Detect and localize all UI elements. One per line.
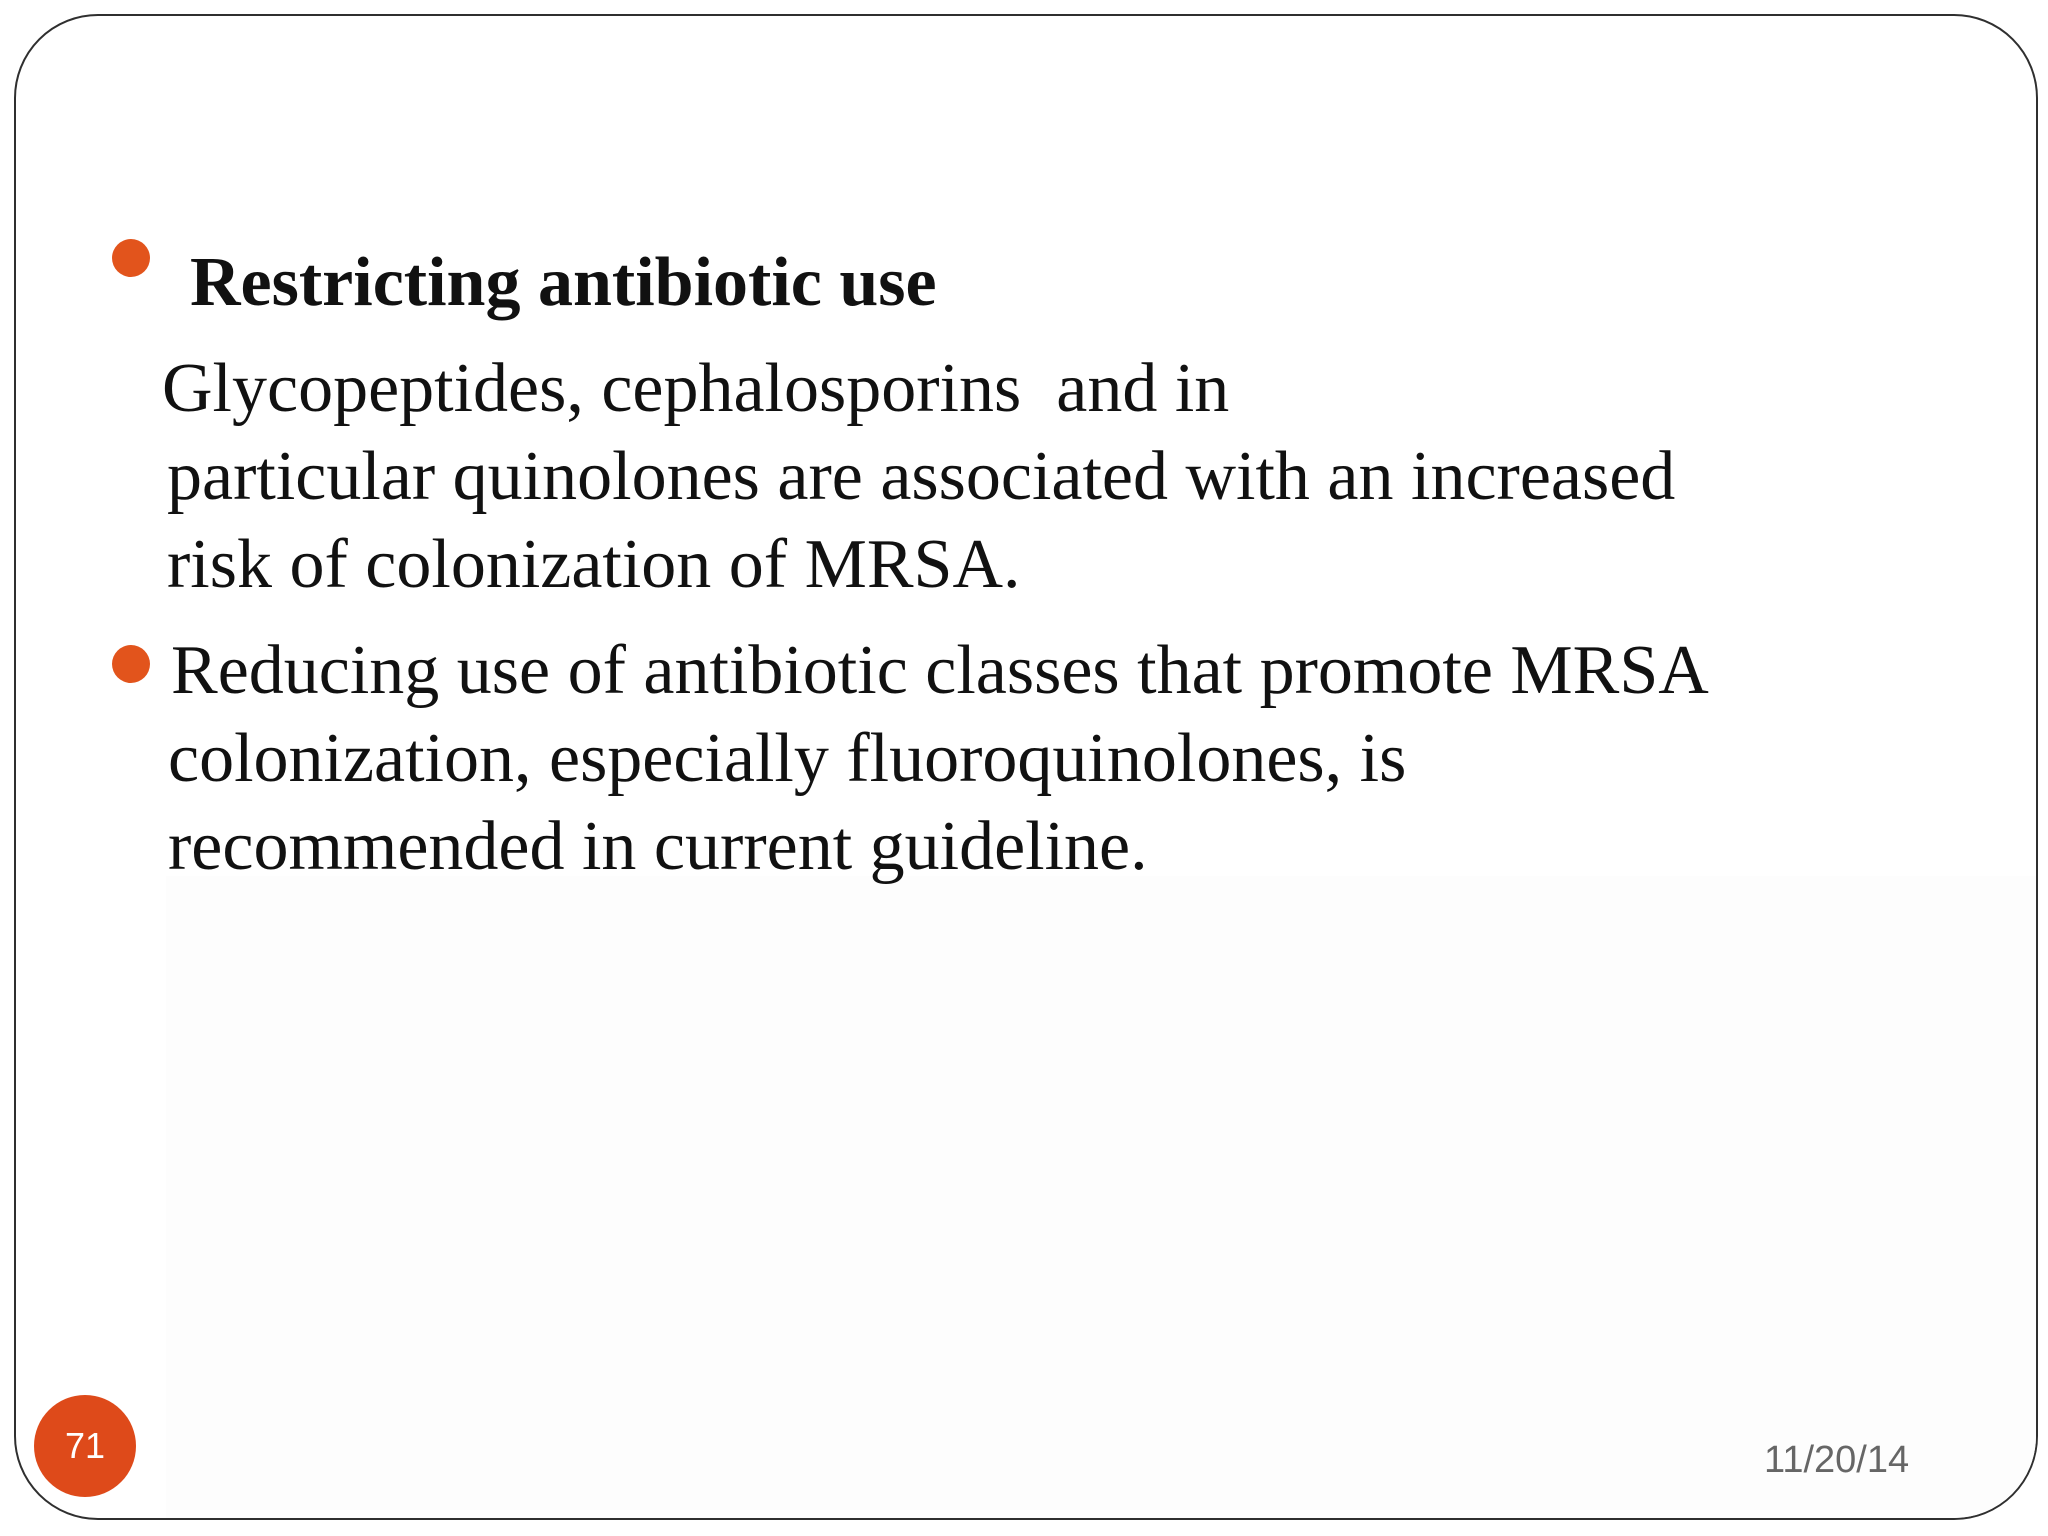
slide-number-badge <box>34 1395 136 1497</box>
bullet-dot-icon <box>112 239 150 277</box>
bullet-1-line-3: risk of colonization of MRSA. <box>167 526 1021 603</box>
bullet-2-line-3: recommended in current guideline. <box>168 808 1148 885</box>
slide-number: 71 <box>64 1425 106 1466</box>
slide-content <box>16 16 2036 1518</box>
bullet-1-heading: Restricting antibiotic use <box>190 244 937 321</box>
bullet-2-line-2: colonization, especially fluoroquinolones, is <box>168 720 1407 797</box>
bullet-1-line-1: Glycopeptides, cephalosporins and in <box>162 350 1230 427</box>
slide-date: 11/20/14 <box>1764 1439 1910 1481</box>
bullet-2-line-1: Reducing use of antibiotic classes that promote MRSA <box>171 632 1709 709</box>
slide <box>14 14 2038 1520</box>
bullet-1-line-2: particular quinolones are associated with an increased <box>167 438 1676 515</box>
bullet-dot-icon <box>112 645 150 683</box>
